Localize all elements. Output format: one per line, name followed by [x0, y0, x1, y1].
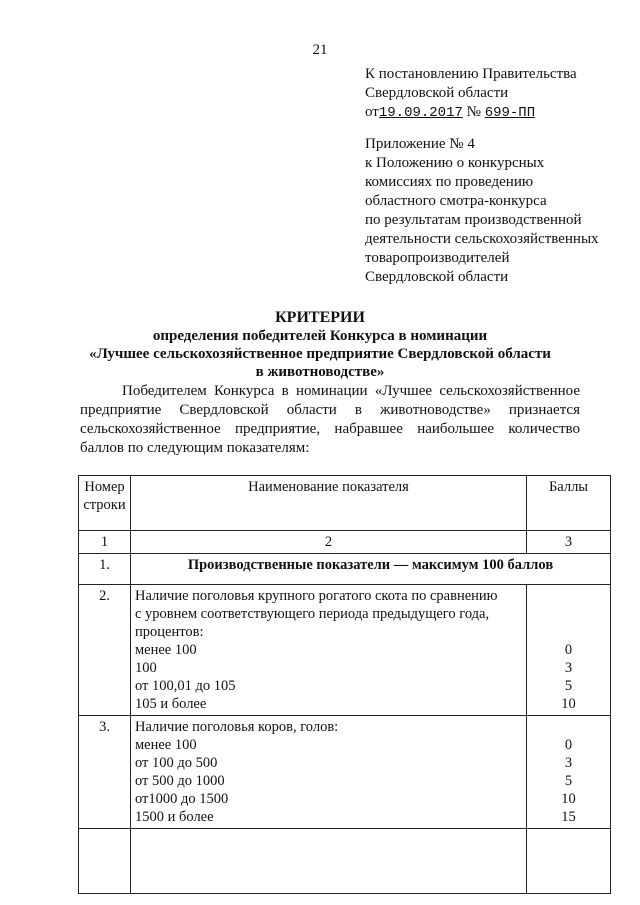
- points-value: 5: [564, 773, 573, 789]
- indicator-cell: [131, 716, 527, 829]
- criteria-table: [78, 475, 611, 894]
- header-row-number: Номер строки: [79, 476, 131, 531]
- points-cell: [527, 716, 611, 829]
- title-sub-3: в животноводстве»: [255, 364, 385, 380]
- date-prefix: от: [365, 104, 379, 120]
- title-sub-1: определения победителей Конкурса в номинации: [152, 328, 488, 344]
- appendix-line: областного смотра-конкурса: [365, 193, 547, 209]
- points-value: 10: [561, 791, 576, 807]
- row-number: 1.: [79, 554, 131, 585]
- points-value: 15: [561, 809, 576, 825]
- appendix-line: по результатам производственной: [365, 212, 582, 228]
- column-number: 3: [527, 531, 611, 554]
- resolution-line-1: К постановлению Правительства: [365, 66, 577, 82]
- column-number: 2: [131, 531, 527, 554]
- appendix-line: Приложение № 4: [365, 136, 475, 152]
- title-sub-2: «Лучшее сельскохозяйственное предприятие Свердловской области: [89, 346, 551, 362]
- column-number: 1: [79, 531, 131, 554]
- appendix-line: товаропроизводителей: [365, 250, 510, 266]
- title-main: КРИТЕРИИ: [275, 309, 365, 326]
- indicator-line: от 500 до 1000: [135, 773, 225, 789]
- indicator-line: Наличие поголовья крупного рогатого скота по сравнению: [135, 588, 498, 604]
- points-value: 0: [564, 737, 573, 753]
- points-value: 5: [564, 678, 573, 694]
- column-number-row: [79, 531, 611, 554]
- table-row: [79, 716, 611, 829]
- points-value: 3: [564, 755, 573, 771]
- appendix-line: деятельности сельскохозяйственных: [365, 231, 599, 247]
- resolution-date: 19.09.2017: [378, 105, 463, 121]
- indicator-line: от 100,01 до 105: [135, 678, 236, 694]
- resolution-reference: [365, 65, 577, 123]
- resolution-line-2: Свердловской области: [365, 85, 509, 101]
- points-value: 10: [561, 696, 576, 712]
- table-row: [79, 554, 611, 585]
- indicator-line: 105 и более: [135, 696, 207, 712]
- table-header-row: [79, 476, 611, 531]
- indicator-line: 100: [135, 660, 157, 676]
- row-number: 3.: [79, 716, 131, 829]
- resolution-number: 699-ПП: [484, 105, 536, 121]
- indicator-cell: [131, 585, 527, 716]
- indicator-line: от1000 до 1500: [135, 791, 229, 807]
- section-title: Производственные показатели — максимум 100 баллов: [131, 554, 611, 585]
- intro-paragraph: [80, 382, 580, 458]
- number-prefix: №: [466, 104, 481, 120]
- points-cell: [527, 585, 611, 716]
- appendix-line: к Положению о конкурсных: [365, 155, 545, 171]
- points-value: 3: [564, 660, 573, 676]
- points-value: 0: [564, 642, 573, 658]
- indicator-line: 1500 и более: [135, 809, 214, 825]
- indicator-line: от 100 до 500: [135, 755, 218, 771]
- resolution-date-line: [365, 103, 577, 123]
- header-points: Баллы: [527, 476, 611, 531]
- page-number: 21: [312, 42, 328, 58]
- indicator-line: процентов:: [135, 624, 204, 640]
- row-number: 2.: [79, 585, 131, 716]
- indicator-line: Наличие поголовья коров, голов:: [135, 719, 339, 735]
- table-continuation-row: [79, 829, 611, 894]
- intro-text: Победителем Конкурса в номинации «Лучшее сельскохозяйственное предприятие Свердловской области в животноводстве» признается сельскохозяйственное предприятие, набравшее наибольшее количество баллов по следующим показателям:: [80, 383, 580, 456]
- appendix-line: Свердловской области: [365, 269, 509, 285]
- indicator-line: с уровнем соответствующего периода предыдущего года,: [135, 606, 490, 622]
- document-title: [60, 309, 580, 381]
- indicator-line: менее 100: [135, 642, 197, 658]
- appendix-line: комиссиях по проведению: [365, 174, 534, 190]
- table-row: [79, 585, 611, 716]
- header-indicator-name: Наименование показателя: [131, 476, 527, 531]
- appendix-block: [365, 135, 615, 287]
- indicator-line: менее 100: [135, 737, 197, 753]
